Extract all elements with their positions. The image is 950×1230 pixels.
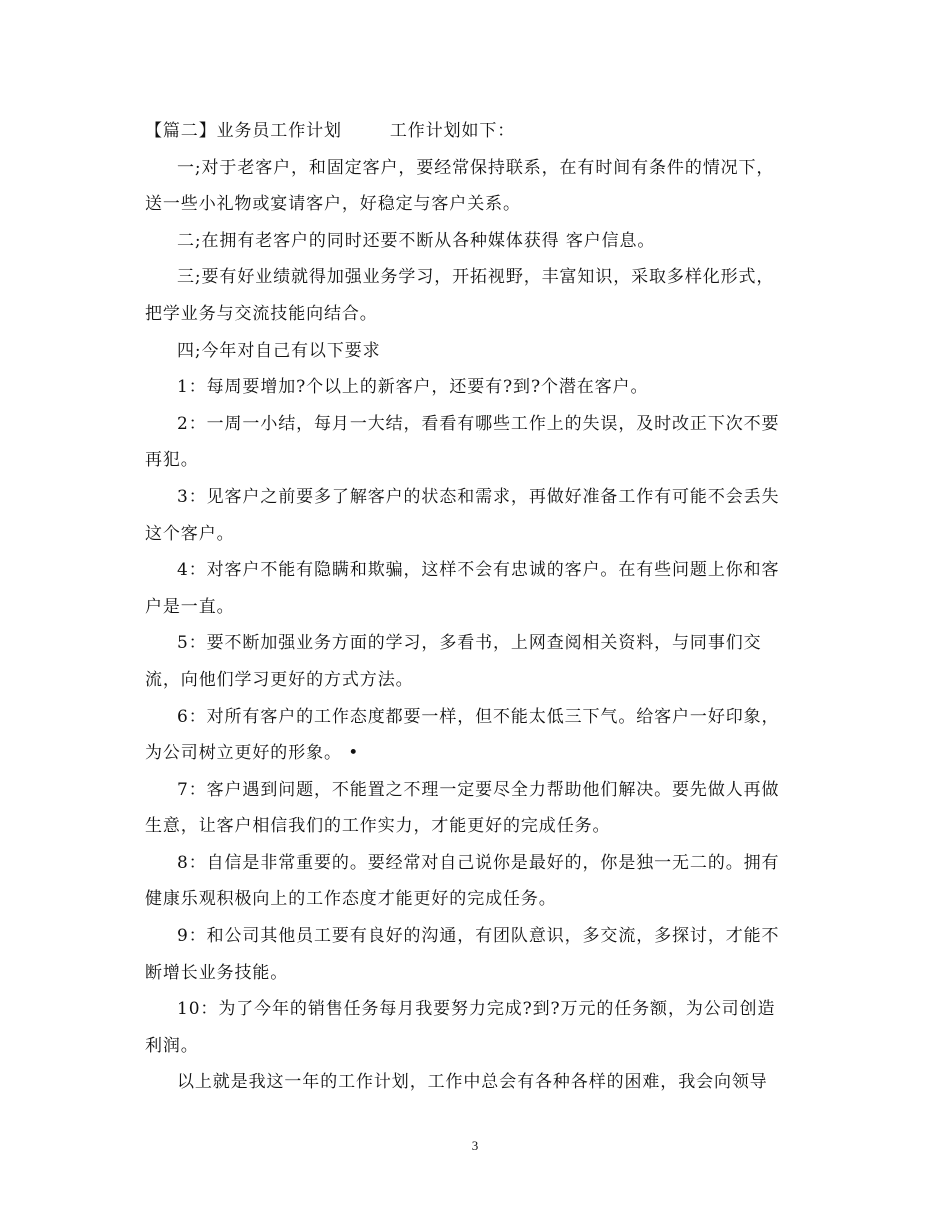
- section-heading-line: [145, 113, 810, 150]
- list-item-line: 生意，让客户相信我们的工作实力，才能更好的完成任务。: [145, 816, 611, 837]
- document-body: [145, 113, 810, 1101]
- paragraph-line: 把学业务与交流技能向结合。: [145, 303, 378, 324]
- list-item-line: 户是一直。: [145, 596, 235, 617]
- list-item-line: 7：客户遇到问题，不能置之不理一定要尽全力帮助他们解决。要先做人再做: [177, 779, 780, 800]
- paragraph-line: 三;要有好业绩就得加强业务学习，开拓视野，丰富知识，采取多样化形式，: [177, 267, 775, 288]
- paragraph-line: 二;在拥有老客户的同时还要不断从各种媒体获得 客户信息。: [177, 230, 656, 251]
- paragraph-line: 四;今年对自己有以下要求: [177, 340, 381, 361]
- list-item-line: 利润。: [145, 1035, 199, 1056]
- page-number: 3: [471, 1138, 479, 1153]
- list-item-line: 9：和公司其他员工要有良好的沟通，有团队意识，多交流，多探讨，才能不: [177, 926, 780, 947]
- list-item-line: 2：一周一小结，每月一大结，看看有哪些工作上的失误，及时改正下次不要: [177, 413, 780, 434]
- section-heading-suffix: 工作计划如下：: [389, 121, 516, 141]
- list-item-line: 再犯。: [145, 450, 199, 471]
- list-item-line: 为公司树立更好的形象。 •: [145, 743, 360, 764]
- paragraph-line: 以上就是我这一年的工作计划，工作中总会有各种各样的困难，我会向领导: [177, 1072, 768, 1093]
- list-item-line: 健康乐观积极向上的工作态度才能更好的完成任务。: [145, 889, 557, 910]
- paragraph-line: 送一些小礼物或宴请客户，好稳定与客户关系。: [145, 194, 521, 215]
- list-item-line: 8：自信是非常重要的。要经常对自己说你是最好的，你是独一无二的。拥有: [177, 852, 780, 873]
- list-item-line: 10：为了今年的销售任务每月我要努力完成?到?万元的任务额，为公司创造: [177, 999, 776, 1020]
- list-item-line: 6：对所有客户的工作态度都要一样，但不能太低三下气。给客户一好印象，: [177, 706, 780, 727]
- section-heading: 【篇二】业务员工作计划: [145, 121, 342, 141]
- list-item-line: 3：见客户之前要多了解客户的状态和需求，再做好准备工作有可能不会丢失: [177, 486, 780, 507]
- list-item-line: 5：要不断加强业务方面的学习，多看书，上网查阅相关资料，与同事们交: [177, 633, 762, 654]
- list-item-line: 流，向他们学习更好的方式方法。: [145, 669, 414, 690]
- paragraph-line: 一;对于老客户，和固定客户，要经常保持联系，在有时间有条件的情况下，: [177, 157, 775, 178]
- list-item-line: 4：对客户不能有隐瞒和欺骗，这样不会有忠诚的客户。在有些问题上你和客: [177, 560, 780, 581]
- list-item-line: 这个客户。: [145, 523, 235, 544]
- list-item-line: 1：每周要增加?个以上的新客户，还要有?到?个潜在客户。: [177, 377, 649, 398]
- list-item-line: 断增长业务技能。: [145, 962, 289, 983]
